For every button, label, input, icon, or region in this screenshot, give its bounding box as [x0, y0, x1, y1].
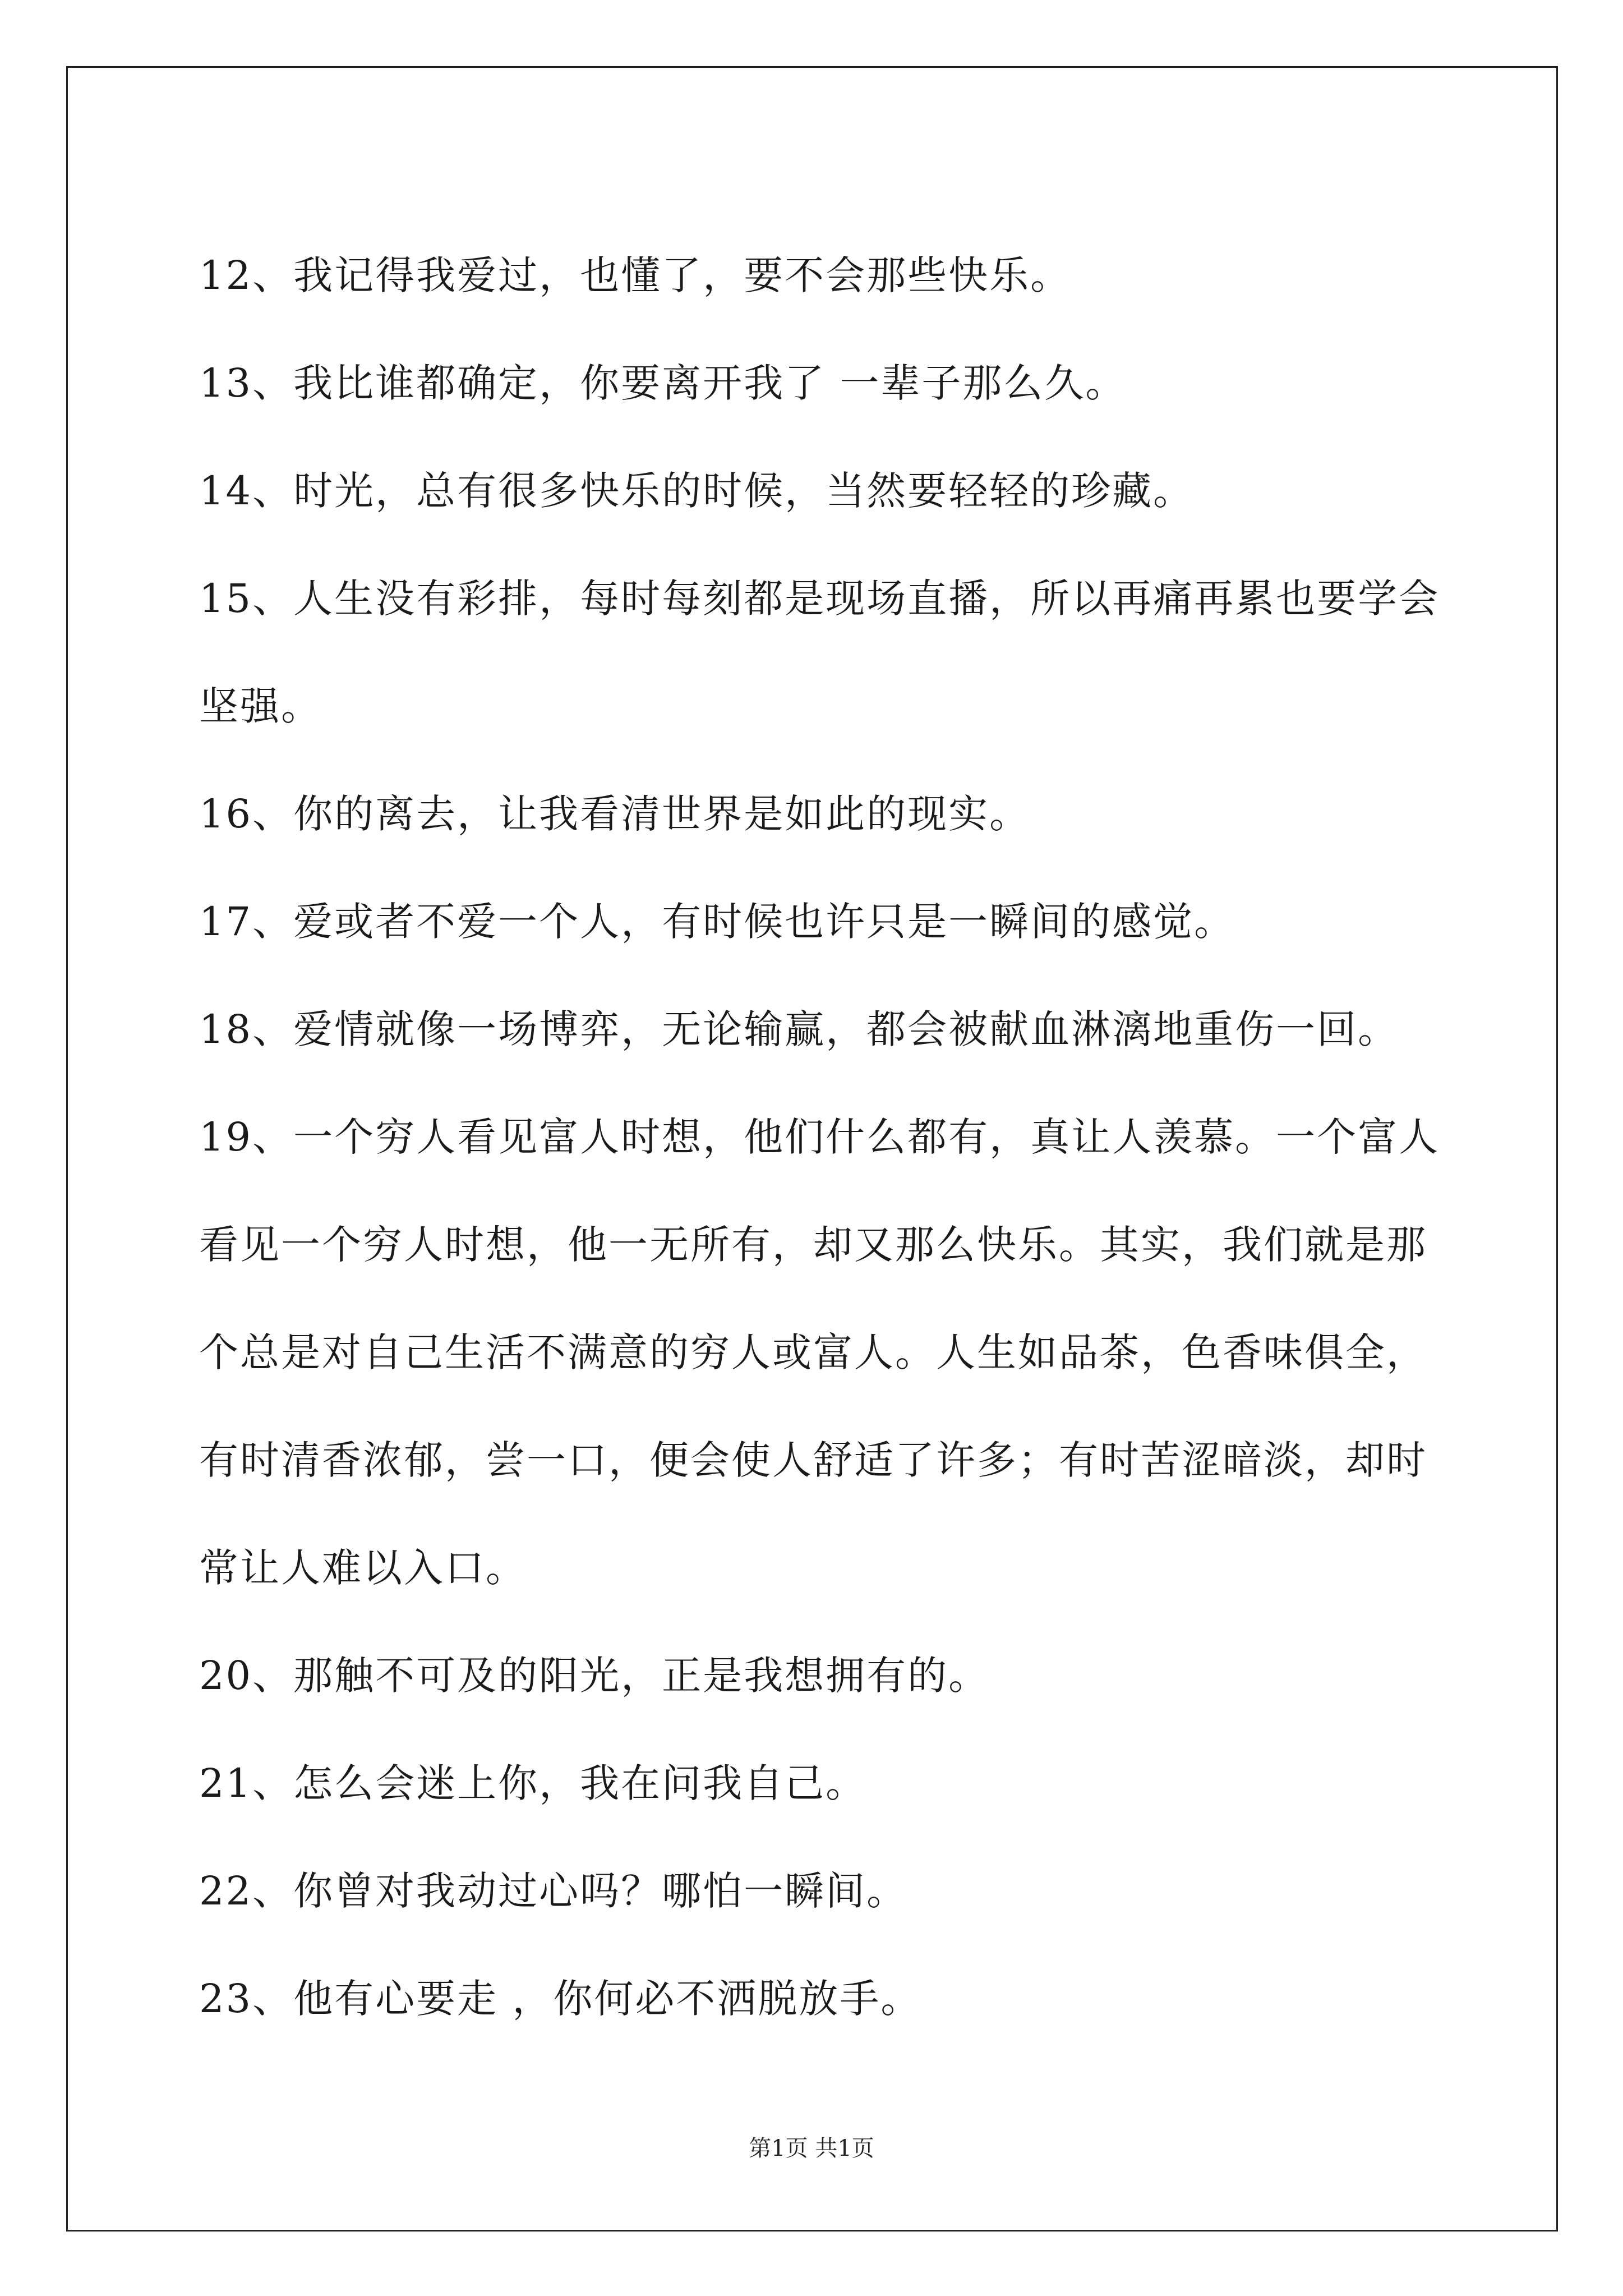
text-line: 常让人难以入口。 — [199, 1545, 527, 1591]
text-line: 13、我比谁都确定，你要离开我了 一辈子那么久。 — [199, 360, 1127, 406]
paragraph — [199, 1622, 1433, 1729]
text-line: 16、你的离去，让我看清世界是如此的现实。 — [199, 791, 1031, 837]
text-line: 18、爱情就像一场博弈，无论输赢，都会被献血淋漓地重伤一回。 — [199, 1006, 1399, 1052]
text-line: 个总是对自己生活不满意的穷人或富人。人生如品茶，色香味俱全， — [199, 1329, 1427, 1375]
text-line: 20、那触不可及的阳光，正是我想拥有的。 — [199, 1653, 990, 1699]
text-line: 22、你曾对我动过心吗？哪怕一瞬间。 — [199, 1868, 908, 1914]
paragraph — [199, 1837, 1433, 1945]
text-line: 21、怎么会迷上你，我在问我自己。 — [199, 1760, 867, 1806]
paragraph — [199, 1729, 1433, 1837]
document-body — [199, 222, 1440, 2053]
paragraph — [199, 437, 1433, 545]
text-line: 15、人生没有彩排，每时每刻都是现场直播，所以再痛再累也要学会 — [199, 576, 1440, 622]
paragraph — [199, 222, 1433, 329]
paragraph — [199, 760, 1433, 868]
text-line: 有时清香浓郁，尝一口，便会使人舒适了许多；有时苦涩暗淡，却时 — [199, 1437, 1427, 1483]
text-line: 23、他有心要走 ，你何必不洒脱放手。 — [199, 1976, 922, 2022]
text-line: 14、时光，总有很多快乐的时候，当然要轻轻的珍藏。 — [199, 468, 1195, 514]
paragraph — [199, 868, 1433, 976]
paragraph — [199, 329, 1433, 437]
text-line: 17、爱或者不爱一个人，有时候也许只是一瞬间的感觉。 — [199, 899, 1235, 945]
paragraph — [199, 1083, 1440, 1622]
text-line: 看见一个穷人时想，他一无所有，却又那么快乐。其实，我们就是那 — [199, 1222, 1427, 1268]
text-line: 坚强。 — [199, 683, 322, 729]
paragraph — [199, 545, 1440, 760]
page-footer: 第1页 共1页 — [749, 2136, 874, 2161]
paragraph — [199, 1945, 1433, 2053]
text-line: 12、我记得我爱过，也懂了，要不会那些快乐。 — [199, 252, 1072, 298]
text-line: 19、一个穷人看见富人时想，他们什么都有，真让人羡慕。一个富人 — [199, 1114, 1440, 1160]
paragraph — [199, 976, 1433, 1083]
